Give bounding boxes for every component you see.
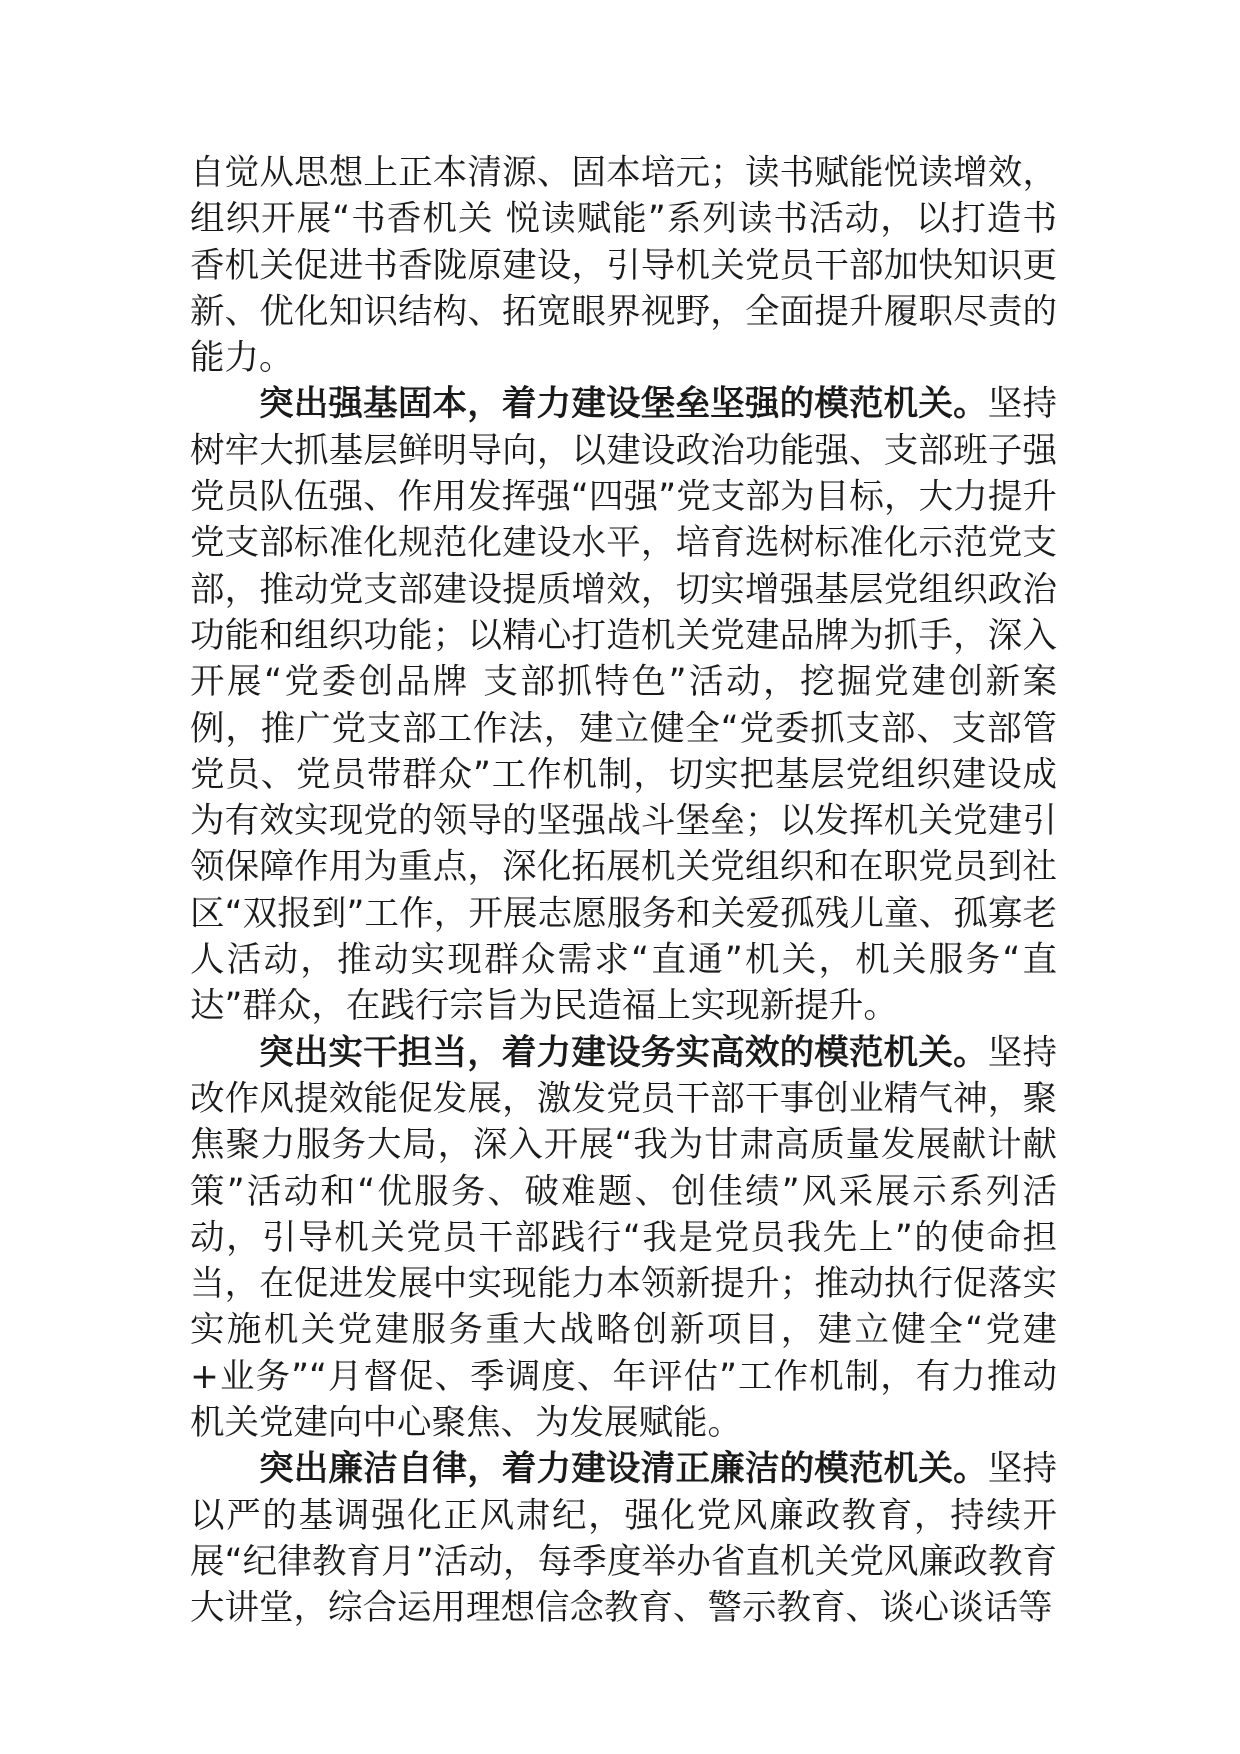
paragraph-4-body: 坚持以严的基调强化正风肃纪，强化党风廉政教育，持续开展“纪律教育月”活动，每季度举办省直机关党风廉政教育大讲堂，综合运用理想信念教育、警示教育、谈心谈话等 [190, 1449, 1058, 1629]
paragraph-1 [190, 150, 1057, 381]
paragraph-3-lead: 突出实干担当，着力建设务实高效的模范机关。 [259, 1032, 988, 1073]
document-page [190, 150, 1057, 1632]
paragraph-4 [190, 1446, 1057, 1631]
paragraph-2 [190, 381, 1057, 1029]
paragraph-1-body: 自觉从思想上正本清源、固本培元；读书赋能悦读增效，组织开展“书香机关 悦读赋能”系列读书活动，以打造书香机关促进书香陇原建设，引导机关党员干部加快知识更新、优化知识结构、拓宽眼界视野，全面提升履职尽责的能力。 [190, 153, 1057, 379]
paragraph-3 [190, 1030, 1057, 1447]
paragraph-2-body: 坚持树牢大抓基层鲜明导向，以建设政治功能强、支部班子强党员队伍强、作用发挥强“四强”党支部为目标，大力提升党支部标准化规范化建设水平，培育选树标准化示范党支部，推动党支部建设提质增效，切实增强基层党组织政治功能和组织功能；以精心打造机关党建品牌为抓手，深入开展“党委创品牌 支部抓特色”活动，挖掘党建创新案例，推广党支部工作法，建立健全“党委抓支部、支部管党员、党员带群众”工作机制，切实把基层党组织建设成为有效实现党的领导的坚强战斗堡垒；以发挥机关党建引领保障作用为重点，深化拓展机关党组织和在职党员到社区“双报到”工作，开展志愿服务和关爱孤残儿童、孤寡老人活动，推动实现群众需求“直通”机关，机关服务“直达”群众，在践行宗旨为民造福上实现新提升。 [190, 384, 1058, 1027]
paragraph-4-lead: 突出廉洁自律，着力建设清正廉洁的模范机关。 [259, 1449, 988, 1490]
paragraph-3-body: 坚持改作风提效能促发展，激发党员干部干事创业精气神，聚焦聚力服务大局，深入开展“我为甘肃高质量发展献计献策”活动和“优服务、破难题、创佳绩”风采展示系列活动，引导机关党员干部践行“我是党员我先上”的使命担当，在促进发展中实现能力本领新提升；推动执行促落实实施机关党建服务重大战略创新项目，建立健全“党建+业务”“月督促、季调度、年评估”工作机制，有力推动机关党建向中心聚焦、为发展赋能。 [190, 1032, 1058, 1444]
paragraph-2-lead: 突出强基固本，着力建设堡垒坚强的模范机关。 [259, 384, 988, 425]
